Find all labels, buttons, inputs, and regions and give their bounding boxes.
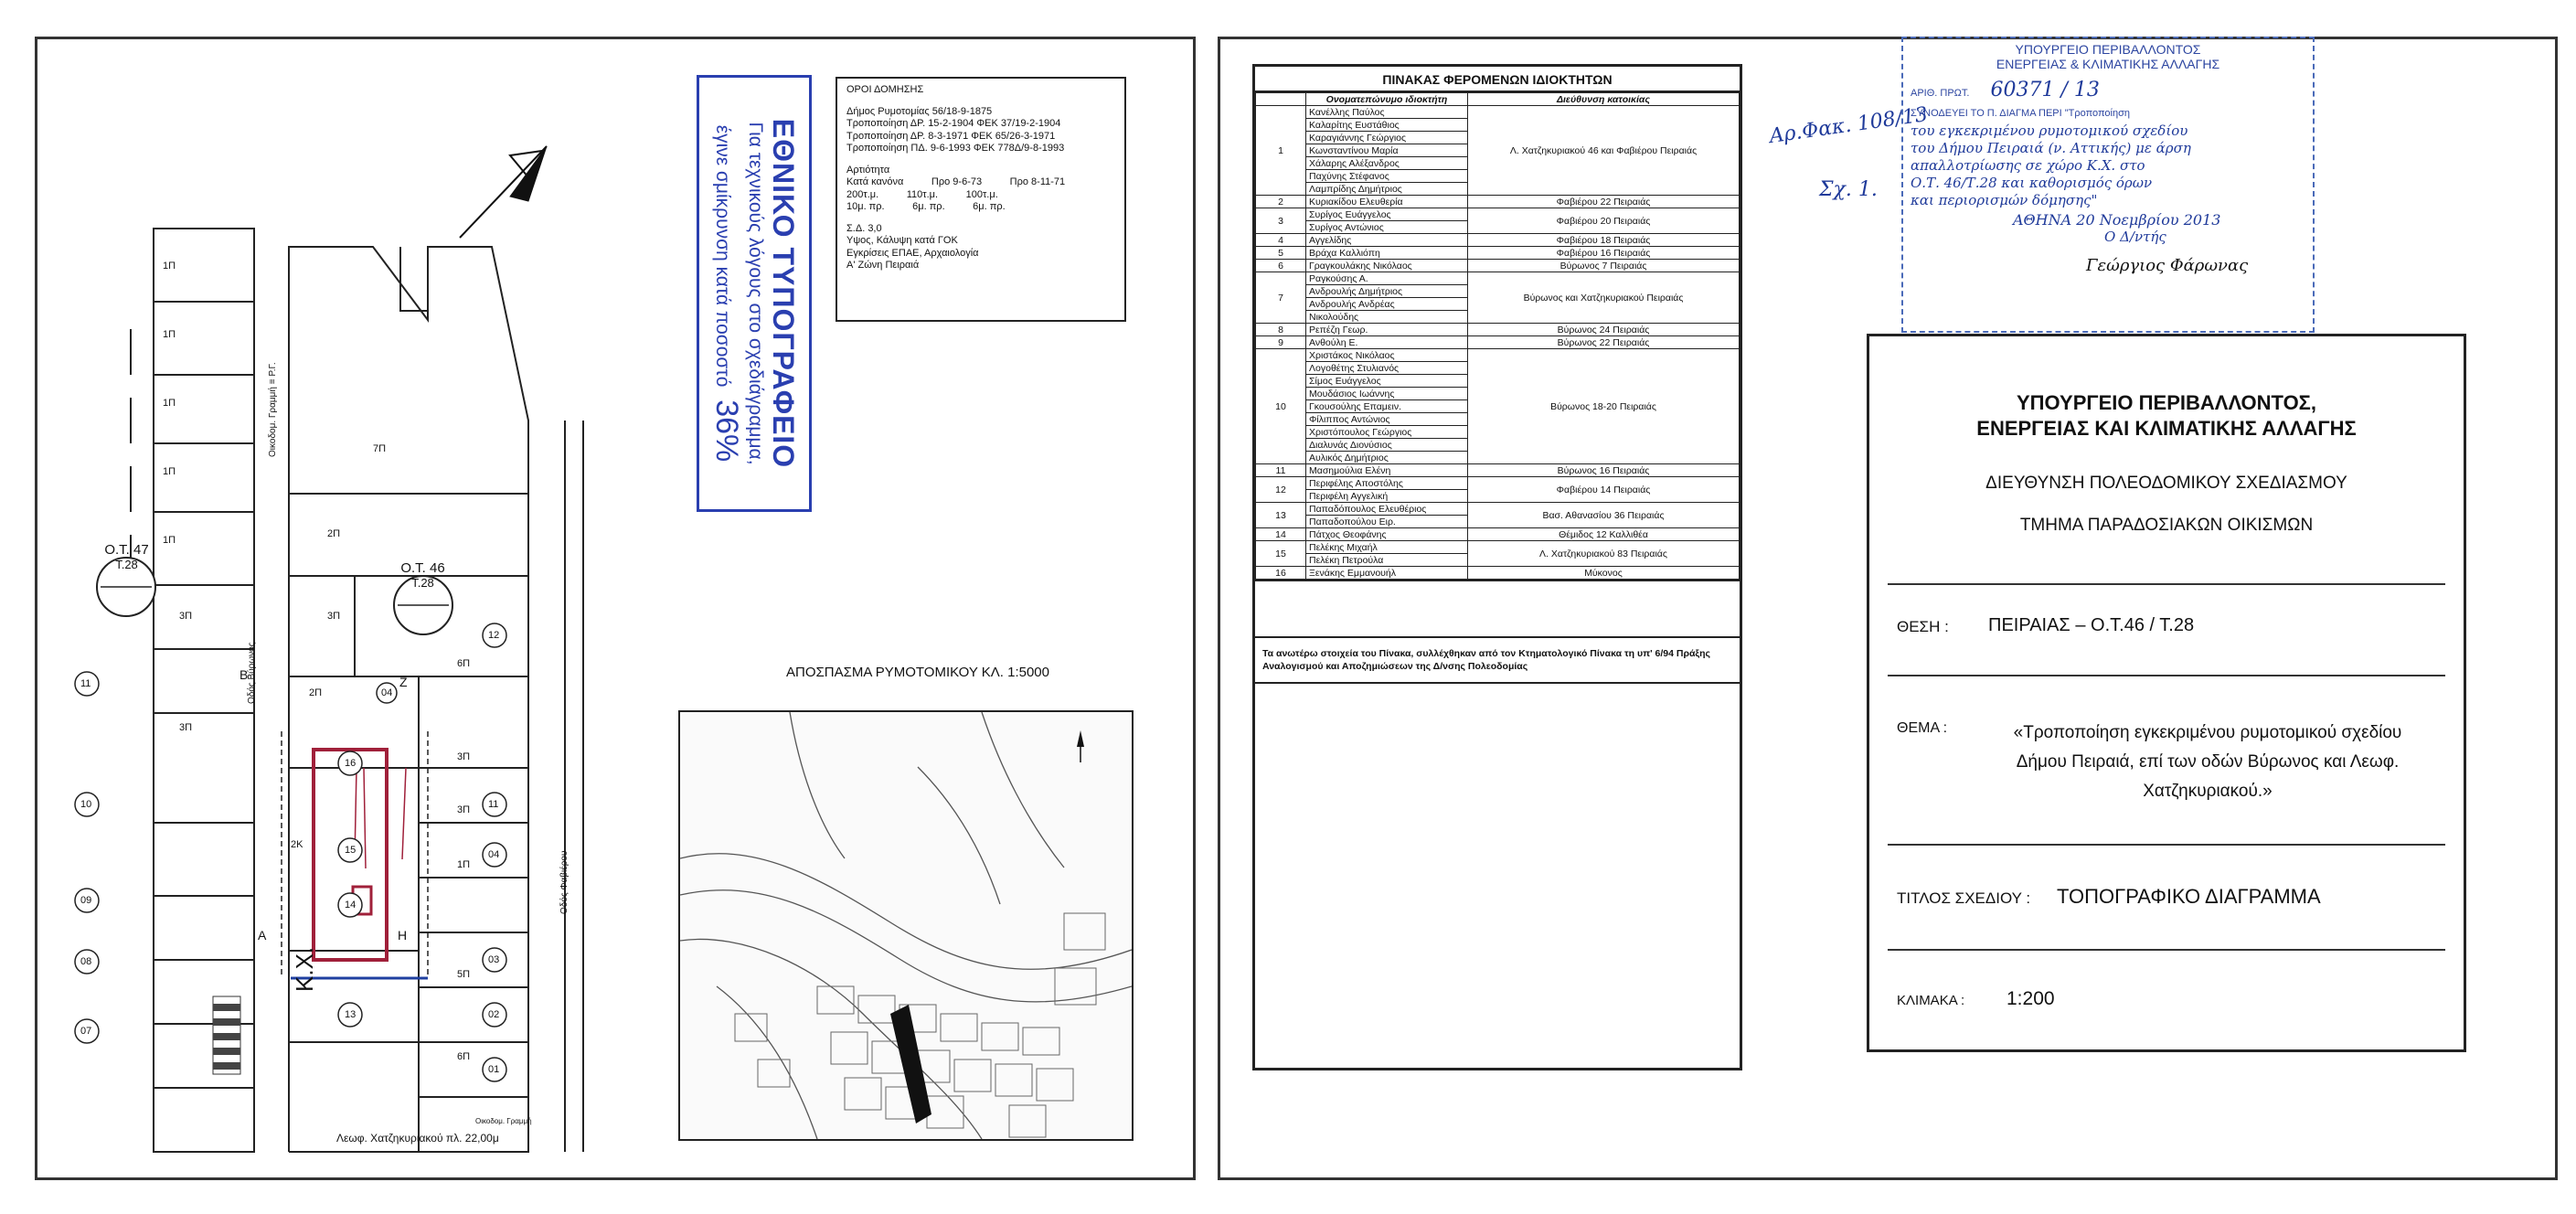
col-name-header: Ονοματεπώνυμο ιδιοκτήτη [1306,93,1468,106]
ministry-line2: ΕΝΕΡΓΕΙΑΣ ΚΑΙ ΚΛΙΜΑΤΙΚΗΣ ΑΛΛΑΓΗΣ [1976,417,2357,440]
drawing-title-value: ΤΟΠΟΓΡΑΦΙΚΟ ΔΙΑΓΡΑΜΜΑ [2057,885,2321,908]
owner-number: 1 [1256,106,1306,196]
owner-address: Μύκονος [1468,567,1740,580]
parcel-number: 03 [488,954,500,965]
owner-name: Περιφέλη Αγγελική [1306,490,1468,503]
owners-table-body [1256,106,1740,580]
street-vyronos-label: Οδός Βύρωνος [247,642,257,704]
owner-number: 2 [1256,196,1306,208]
approval-stamp: ΥΠΟΥΡΓΕΙΟ ΠΕΡΙΒΑΛΛΟΝΤΟΣ ΕΝΕΡΓΕΙΑΣ & ΚΛΙΜΑΤΙΚΗΣ ΑΛΛΑΓΗΣ ΑΡΙΘ. ΠΡΩΤ. 60371 / 13 ΣΥΝΟΔΕΥΕΙ ΤΟ Π. ΔΙΑΓΜΑ ΠΕΡΙ "Τροποποίηση του εγκεκριμένου ρυμοτομικού σχεδίου του Δήμου Πειραιά (ν. Αττικής) με άρση απαλλοτρίωσης σε χώρο Κ.Χ. στο Ο.Τ. 46/Τ.28 και καθορισμός όρων και περιορισμών δόμησης" ΑΘΗΝΑ 20 Νοεμβρίου 2013 Ο Δ/ντής Γεώργιος Φάρωνας [1901,37,2315,333]
owner-name: Χάλαρης Αλέξανδρος [1306,157,1468,170]
mark-a: Α [258,928,267,942]
owner-name: Πελέκη Πετρούλα [1306,554,1468,567]
owner-name: Καραγιάννης Γεώργιος [1306,132,1468,144]
owner-name: Καλαρίτης Ευστάθιος [1306,119,1468,132]
table-row [1256,349,1740,362]
table-row [1256,336,1740,349]
kx-label: Κ.Χ. [291,946,318,992]
building-conditions-box: ΟΡΟΙ ΔΟΜΗΣΗΣ Δήμος Ρυμοτομίας 56/18-9-1875 Τροποποίηση ΔΡ. 15-2-1904 ΦΕΚ 37/19-2-1904 Τροποποίηση ΔΡ. 8-3-1971 ΦΕΚ 65/26-3-1971 Τροποποίηση ΠΔ. 9-6-1993 ΦΕΚ 778Δ/9-8-1993 Αρτιότητα Κατά κανόνα Προ 9-6-73 Προ 8-11-71 200τ.μ. 110τ.μ. 100τ.μ. 10μ. πρ. 6μ. πρ. 6μ. πρ. Σ.Δ. 3,0 Υψος, Κάλυψη κατά ΓΟΚ Εγκρίσεις ΕΠΑΕ, Αρχαιολογία Α' Ζώνη Πειραιά [836,77,1126,322]
owner-number: 10 [1256,349,1306,464]
owner-name: Ανδρουλής Ανδρέας [1306,298,1468,311]
floor-label: 3Π [457,804,471,815]
table-row [1256,106,1740,119]
owner-name: Σίμος Ευάγγελος [1306,375,1468,388]
floor-label: 7Π [373,443,387,454]
table-row [1256,234,1740,247]
owner-name: Μασημούλια Ελένη [1306,464,1468,477]
floor-label: 1Π [163,329,176,340]
owner-name: Συρίγος Αντώνιος [1306,221,1468,234]
owner-name: Γκουσούλης Επαμειν. [1306,400,1468,413]
street-bottom-label: Λεωφ. Χατζηκυριακού πλ. 22,00μ [336,1132,499,1145]
parcel-number: 14 [345,900,357,910]
owner-number: 4 [1256,234,1306,247]
owner-name: Κανέλλης Παύλος [1306,106,1468,119]
inset-map [678,710,1134,1141]
floor-label: 1Π [163,466,176,477]
floor-label: 5Π [457,969,471,980]
owner-name: Λογοθέτης Στυλιανός [1306,362,1468,375]
inset-title: ΑΠΟΣΠΑΣΜΑ ΡΥΜΟΤΟΜΙΚΟΥ ΚΛ. 1:5000 [786,665,1049,680]
floor-label: 3Π [179,722,193,733]
parcel-number: 11 [80,678,91,689]
owner-name: Παπαδόπουλος Ελευθέριος [1306,503,1468,516]
col-addr-header: Διεύθυνση κατοικίας [1468,93,1740,106]
title-block [1867,334,2466,1052]
owner-name: Φίλιππος Αντώνιος [1306,413,1468,426]
parcel-number: 10 [80,799,92,810]
table-row [1256,272,1740,285]
owner-number: 15 [1256,541,1306,567]
owners-table [1252,64,1742,1070]
owner-number: 5 [1256,247,1306,260]
parcel-number: 07 [80,1026,92,1037]
owner-name: Πελέκης Μιχαήλ [1306,541,1468,554]
street-left-label: Οικοδομ. Γραμμή ≡ Ρ.Γ. [268,362,278,457]
owner-name: Παπαδοπούλου Ειρ. [1306,516,1468,528]
owner-address: Βύρωνος 24 Πειραιάς [1468,324,1740,336]
subject-label: ΘΕΜΑ : [1897,720,1948,736]
table-row [1256,477,1740,490]
ot47-label: Ο.Τ. 47 Τ.28 [104,542,149,571]
owner-name: Ξενάκης Εμμανουήλ [1306,567,1468,580]
parcel-number: 12 [488,630,500,641]
owner-name: Ραγκούσης Α. [1306,272,1468,285]
owner-address: Λ. Χατζηκυριακού 46 και Φαβιέρου Πειραιάς [1468,106,1740,196]
owner-address: Φαβιέρου 14 Πειραιάς [1468,477,1740,503]
floor-label: 2Π [309,687,323,698]
owner-name: Αυλικός Δημήτριος [1306,452,1468,464]
street-bottom2-label: Οικοδομ. Γραμμή [475,1117,532,1125]
mark-h: Η [398,928,408,942]
department: ΤΜΗΜΑ ΠΑΡΑΔΟΣΙΑΚΩΝ ΟΙΚΙΣΜΩΝ [2019,516,2314,535]
scale-label: ΚΛΙΜΑΚΑ : [1897,993,1965,1008]
directorate: ΔΙΕΥΘΥΝΣΗ ΠΟΛΕΟΔΟΜΙΚΟΥ ΣΧΕΔΙΑΣΜΟΥ [1985,474,2347,493]
table-row [1256,208,1740,221]
parcel-number: 01 [488,1064,500,1075]
owner-address: Φαβιέρου 20 Πειραιάς [1468,208,1740,234]
table-row [1256,247,1740,260]
owner-address: Θέμιδος 12 Καλλιθέα [1468,528,1740,541]
floor-label: 1Π [163,261,176,272]
owner-name: Παχύνης Στέφανος [1306,170,1468,183]
parcel-number: 11 [488,799,499,810]
owner-name: Ανδρουλής Δημήτριος [1306,285,1468,298]
floor-label: 3Π [327,611,341,622]
floor-label: 3Π [179,611,193,622]
table-row [1256,567,1740,580]
drawing-number-annotation: Σχ. 1. [1819,178,1878,201]
owner-address: Βύρωνος 16 Πειραιάς [1468,464,1740,477]
parcel-number: 02 [488,1009,500,1020]
table-row [1256,196,1740,208]
owner-address: Βύρωνος 18-20 Πειραιάς [1468,349,1740,464]
owner-name: Πάτχος Θεοφάνης [1306,528,1468,541]
parcel-number: 16 [345,758,357,769]
floor-label: 6Π [457,1051,471,1062]
table-row [1256,464,1740,477]
parcel-number: 09 [80,895,92,906]
owner-address: Φαβιέρου 18 Πειραιάς [1468,234,1740,247]
table-row [1256,528,1740,541]
table-row [1256,503,1740,516]
subject-value: «Τροποποίηση εγκεκριμένου ρυμοτομικού σχεδίου Δήμου Πειραιά, επί των οδών Βύρωνος και Λεωφ. Χατζηκυριακού.» [2013,723,2402,801]
owner-name: Αγγελίδης [1306,234,1468,247]
owner-number: 8 [1256,324,1306,336]
owner-address: Βασ. Αθανασίου 36 Πειραιάς [1468,503,1740,528]
floor-label: 1Π [163,535,176,546]
owner-name: Περιφέλης Αποστόλης [1306,477,1468,490]
parcel-number: 04 [488,849,500,860]
parcel-number: 13 [345,1009,357,1020]
owner-number: 12 [1256,477,1306,503]
owner-address: Βύρωνος 7 Πειραιάς [1468,260,1740,272]
owner-address: Φαβιέρου 22 Πειραιάς [1468,196,1740,208]
owner-name: Ανθούλη Ε. [1306,336,1468,349]
parcel-number: 04 [381,687,393,698]
owner-number: 3 [1256,208,1306,234]
owner-number: 11 [1256,464,1306,477]
owner-name: Κυριακίδου Ελευθερία [1306,196,1468,208]
ot46-label: Ο.Τ. 46 Τ.28 [400,560,445,590]
owner-name: Χριστόπουλος Γεώργιος [1306,426,1468,439]
scale-value: 1:200 [2007,988,2055,1009]
parcel-number: 15 [345,845,357,856]
owner-name: Λαμπρίδης Δημήτριος [1306,183,1468,196]
owner-number: 13 [1256,503,1306,528]
owner-name: Διαλυνάς Διονύσιος [1306,439,1468,452]
mark-z: Ζ [399,675,408,689]
floor-label: 6Π [457,658,471,669]
location-value: ΠΕΙΡΑΙΑΣ – Ο.Τ.46 / Τ.28 [1988,615,2195,635]
owner-name: Μουδάσιος Ιωάννης [1306,388,1468,400]
location-label: ΘΕΣΗ : [1897,618,1949,635]
owners-table-note: Τα ανωτέρω στοιχεία του Πίνακα, συλλέχθηκαν από τον Κτηματολογικό Πίνακα τη υπ' 6/94 Πράξης Αναλογισμού και Αποζημιώσεων της Δ/νσης Πολεοδομίας [1255,636,1740,682]
owner-name: Νικολούδης [1306,311,1468,324]
typografeio-stamp: ΕΘΝΙΚΟ ΤΥΠΟΓΡΑΦΕΙΟ Για τεχνικούς λόγους στο σχεδιάγραμμα, έγινε σμίκρυνση κατά ποσοστό 36% [697,75,812,512]
table-row [1256,541,1740,554]
floor-label: 2Π [327,528,341,539]
owner-name: Συρίγος Ευάγγελος [1306,208,1468,221]
owner-address: Βύρωνος και Χατζηκυριακού Πειραιάς [1468,272,1740,324]
owner-number: 6 [1256,260,1306,272]
owner-number: 7 [1256,272,1306,324]
owner-name: Γραγκουλάκης Νικόλαος [1306,260,1468,272]
floor-label: 3Π [457,751,471,762]
floor-label: 2Κ [291,839,303,850]
owner-name: Βράχα Καλλιόπη [1306,247,1468,260]
table-row [1256,324,1740,336]
mark-b: Β [240,667,249,682]
owner-name: Ρεπέζη Γεωρ. [1306,324,1468,336]
owner-address: Βύρωνος 22 Πειραιάς [1468,336,1740,349]
owner-name: Κωνσταντίνου Μαρία [1306,144,1468,157]
parcel-number: 08 [80,956,92,967]
table-row [1256,260,1740,272]
owner-address: Λ. Χατζηκυριακού 83 Πειραιάς [1468,541,1740,567]
owners-table-title: ΠΙΝΑΚΑΣ ΦΕΡΟΜΕΝΩΝ ΙΔΙΟΚΤΗΤΩΝ [1255,67,1740,92]
owner-number: 16 [1256,567,1306,580]
owner-address: Φαβιέρου 16 Πειραιάς [1468,247,1740,260]
floor-label: 1Π [163,398,176,409]
owner-name: Χριστάκος Νικόλαος [1306,349,1468,362]
street-favierou-label: Οδός Φαβιέρου [559,850,569,914]
owner-number: 14 [1256,528,1306,541]
ministry-line1: ΥΠΟΥΡΓΕΙΟ ΠΕΡΙΒΑΛΛΟΝΤΟΣ, [2017,391,2316,414]
drawing-title-label: ΤΙΤΛΟΣ ΣΧΕΔΙΟΥ : [1897,889,2031,907]
floor-label: 1Π [457,859,471,870]
owner-number: 9 [1256,336,1306,349]
file-number-annotation: Αρ.Φακ. 108/13 [1768,102,1930,149]
